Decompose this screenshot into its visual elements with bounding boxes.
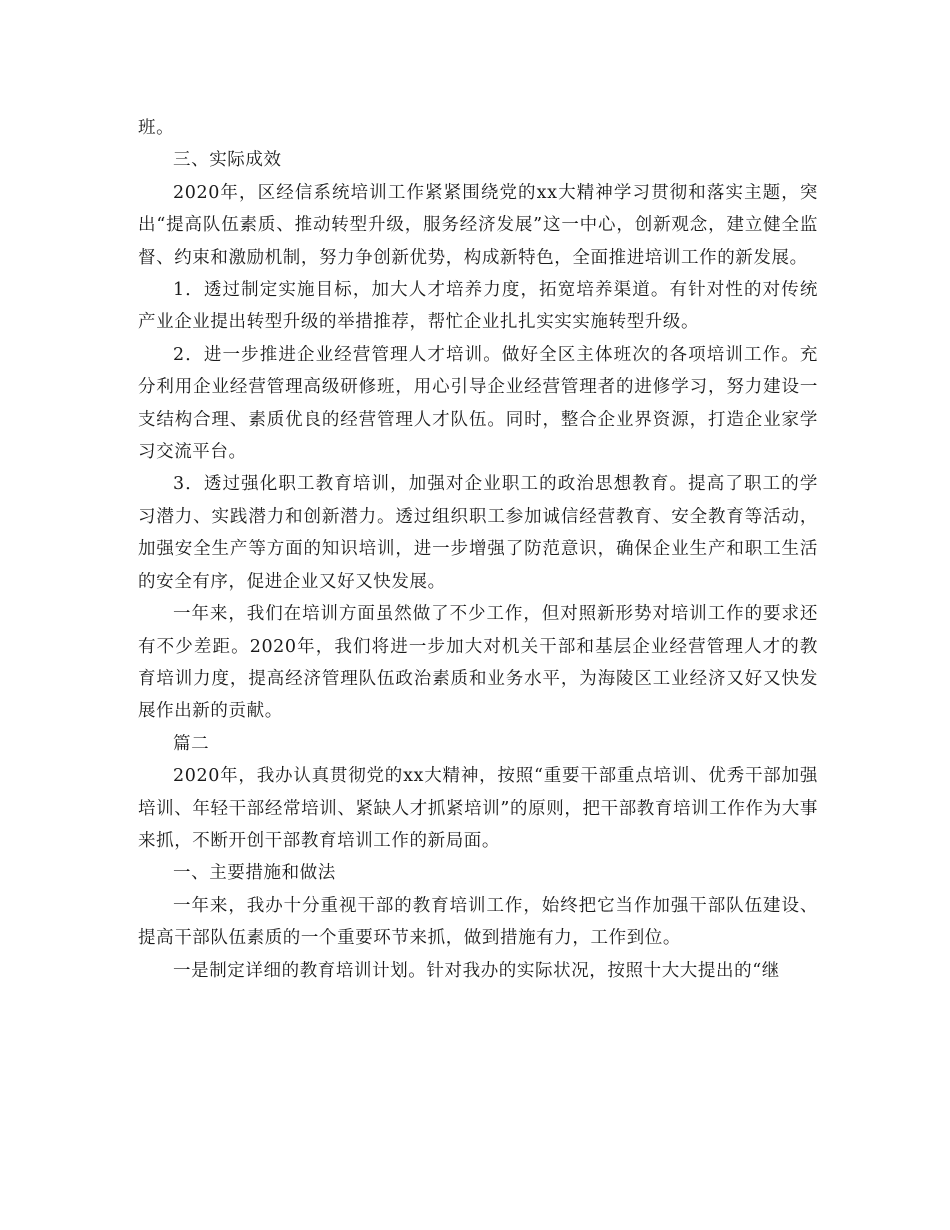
document-body (138, 112, 818, 987)
section-heading-part-two: 篇二 (173, 733, 210, 754)
paragraph-overview: 2020年，区经信系统培训工作紧紧围绕党的xx大精神学习贯彻和落实主题，突出“提高队伍素质、推动转型升级，服务经济发展”这一中心，创新观念，建立健全监督、约束和激励机制，努力争创新优势，构成新特色，全面推进培训工作的新发展。 (138, 182, 818, 268)
paragraph-plan: 一是制定详细的教育培训计划。针对我办的实际状况，按照十大大提出的“继 (173, 960, 780, 981)
paragraph-part-two-intro: 2020年，我办认真贯彻党的xx大精神，按照“重要干部重点培训、优秀干部加强培训、年轻干部经常培训、紧缺人才抓紧培训”的原则，把干部教育培训工作作为大事来抓，不断开创干部教育培训工作的新局面。 (138, 766, 818, 851)
paragraph-summary: 一年来，我们在培训方面虽然做了不少工作，但对照新形势对培训工作的要求还有不少差距。2020年，我们将进一步加大对机关干部和基层企业经营管理人才的教育培训力度，提高经济管理队伍政治素质和业务水平，为海陵区工业经济又好又快发展作出新的贡献。 (138, 604, 818, 722)
paragraph-item-3: 3．透过强化职工教育培训，加强对企业职工的政治思想教育。提高了职工的学习潜力、实践潜力和创新潜力。透过组织职工参加诚信经营教育、安全教育等活动，加强安全生产等方面的知识培训，进一步增强了防范意识，确保企业生产和职工生活的安全有序，促进企业又好又快发展。 (138, 474, 818, 592)
paragraph-item-1: 1．透过制定实施目标，加大人才培养力度，拓宽培养渠道。有针对性的对传统产业企业提出转型升级的举措推荐，帮忙企业扎扎实实实施转型升级。 (138, 280, 818, 333)
section-heading-measures: 一、主要措施和做法 (173, 863, 336, 884)
paragraph-item-2: 2．进一步推进企业经营管理人才培训。做好全区主体班次的各项培训工作。充分利用企业经营管理高级研修班，用心引导企业经营管理者的进修学习，努力建设一支结构合理、素质优良的经营管理人才队伍。同时，整合企业界资源，打造企业家学习交流平台。 (138, 344, 818, 463)
paragraph-measures-intro: 一年来，我办十分重视干部的教育培训工作，始终把它当作加强干部队伍建设、提高干部队伍素质的一个重要环节来抓，做到措施有力，工作到位。 (138, 895, 818, 949)
section-heading-results: 三、实际成效 (173, 150, 282, 171)
paragraph-continuation: 班。 (138, 118, 175, 138)
